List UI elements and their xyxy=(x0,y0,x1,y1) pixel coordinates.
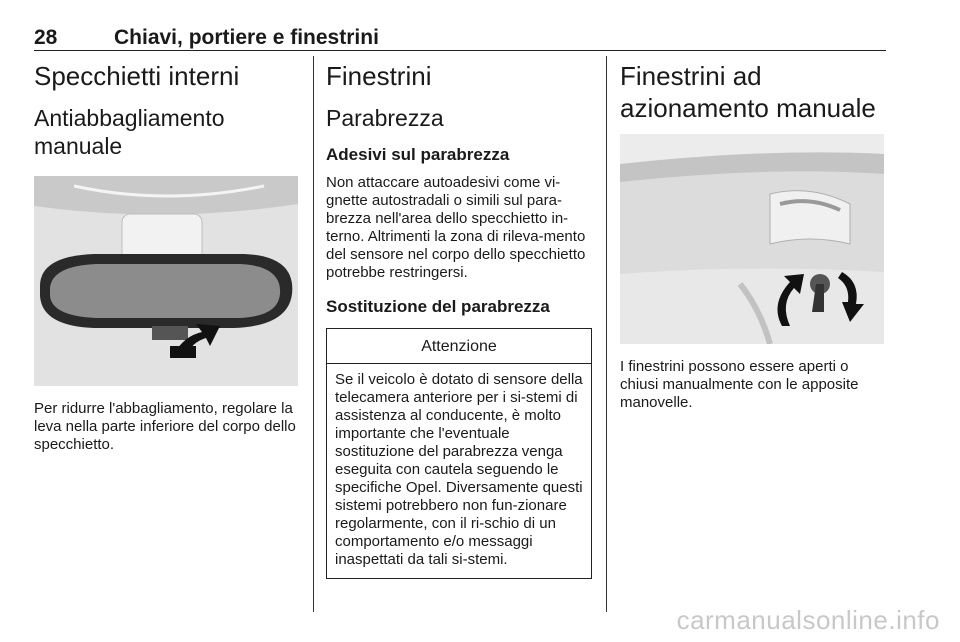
watermark: carmanualsonline.info xyxy=(676,605,940,635)
subsection-title: Parabrezza xyxy=(326,105,444,131)
paragraph-heading: Sostituzione del parabrezza xyxy=(326,297,550,316)
body-text: I finestrini possono essere aperti o chiusi manualmente con le apposite manovelle. xyxy=(620,358,859,411)
section-title: Specchietti interni xyxy=(34,61,240,91)
column-mirrors xyxy=(34,60,300,454)
page-header xyxy=(34,26,886,51)
chapter-title: Chiavi, portiere e finestrini xyxy=(114,26,379,49)
column-windows xyxy=(326,60,592,579)
body-text: Per ridurre l'abbagliamento, regolare la leva nella parte inferiore del corpo dello specchietto. xyxy=(34,400,296,453)
warning-text: Se il veicolo è dotato di sensore della telecamera anteriore per i si-stemi di assistenza al conducente, è molto importante che l'eventuale sostituzione del parabrezza venga eseguita con cautela seguendo le specifiche Opel. Diversamente questi sistemi potrebbero non fun-zionare regolarmente, con il ri-schio di un comportamento e/o messaggi inaspettati da tali si-stemi. xyxy=(335,371,583,568)
window-crank-illustration xyxy=(620,134,884,344)
warning-box xyxy=(326,328,592,579)
paragraph-heading: Adesivi sul parabrezza xyxy=(326,145,510,164)
subsection-title: Antiabbagliamento manuale xyxy=(34,105,225,159)
page-number: 28 xyxy=(34,26,58,49)
column-divider xyxy=(606,56,607,612)
warning-title: Attenzione xyxy=(327,329,591,364)
body-text: Non attaccare autoadesivi come vi-gnette autostradali o simili sul para-brezza nell'area dello specchietto in-terno. Altrimenti la zona di rileva-mento del sensore nel corpo dello specchietto potrebbe restringersi. xyxy=(326,174,586,281)
section-title: Finestrini xyxy=(326,61,432,91)
window-crank-drawing xyxy=(620,134,884,344)
column-divider xyxy=(313,56,314,612)
section-title: Finestrini ad azionamento manuale xyxy=(620,61,876,123)
column-manual-windows xyxy=(620,60,886,412)
rearview-mirror-illustration xyxy=(34,176,298,386)
mirror-drawing xyxy=(34,176,298,386)
